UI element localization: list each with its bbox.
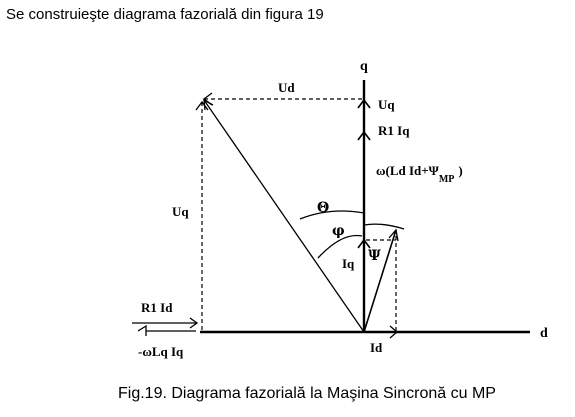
ud-label: Ud — [278, 80, 295, 95]
omega-lq-iq-label: -ωLq Iq — [138, 344, 184, 359]
r1iq-label: R1 Iq — [378, 123, 410, 138]
figure-caption: Fig.19. Diagrama fazorială la Maşina Sincronă cu MP — [118, 385, 496, 402]
omega-flux-label: ω(Ld $Id+\Psi_{MP}$) — [376, 163, 463, 185]
id-label: Id — [370, 340, 383, 355]
iq-label: Iq — [342, 256, 355, 271]
q-axis-label: q — [360, 59, 368, 74]
voltage-phasor — [204, 100, 364, 332]
uq-left-label: Uq — [172, 204, 189, 219]
omega-lq-iq-arrowhead — [138, 326, 146, 336]
theta-label: Θ — [317, 200, 330, 216]
r1id-label: R1 Id — [141, 300, 173, 315]
theta-arc — [300, 211, 364, 219]
intro-text: Se construieşte diagrama fazorială din figura 19 — [6, 6, 324, 23]
phi-label: φ — [332, 223, 345, 239]
psi-arc — [364, 224, 404, 229]
d-axis-label: d — [540, 326, 548, 341]
uq-top-label: Uq — [378, 97, 395, 112]
psi-label: Ψ — [368, 248, 381, 264]
